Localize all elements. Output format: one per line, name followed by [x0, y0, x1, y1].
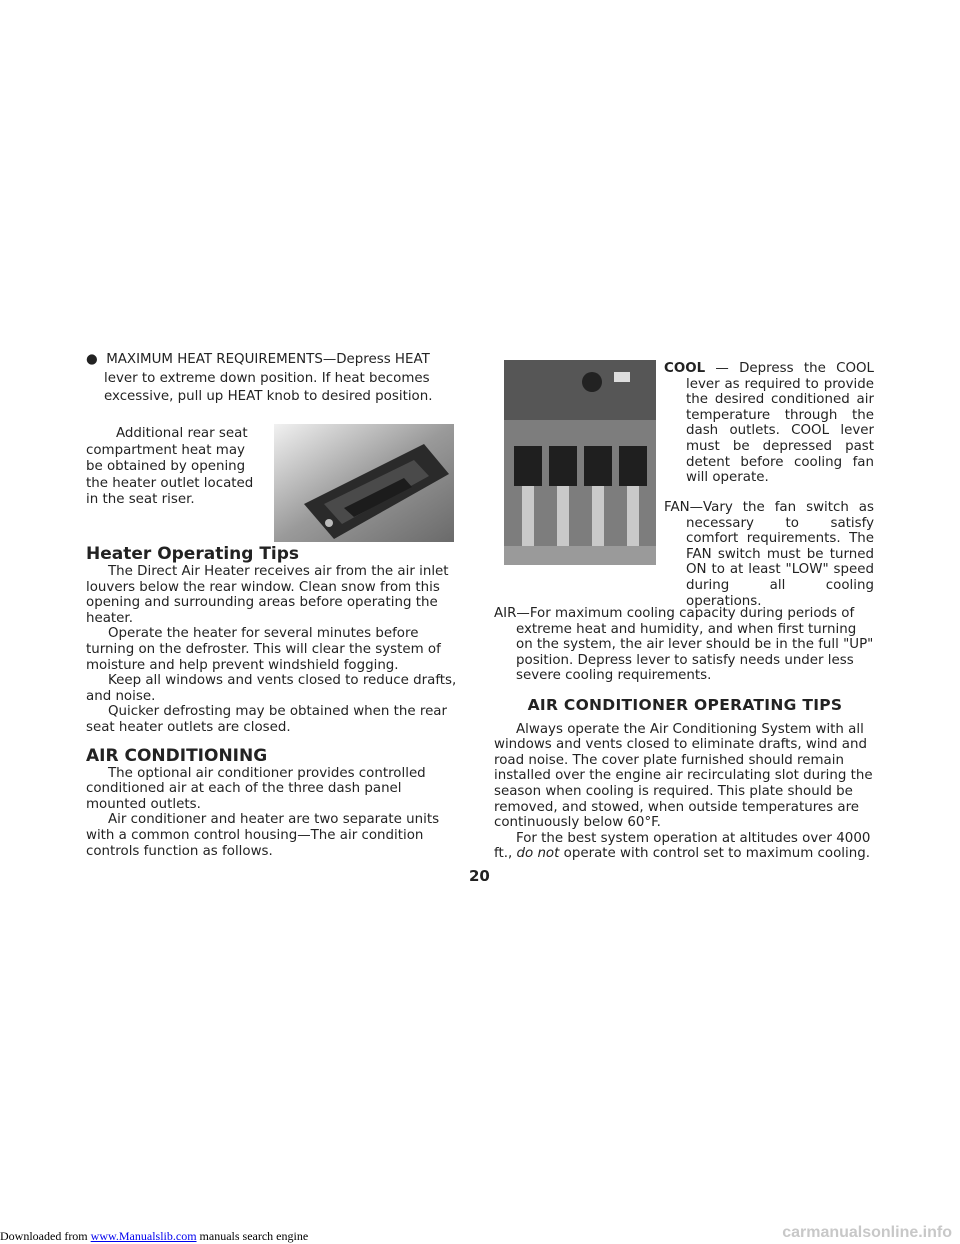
left-column [86, 351, 460, 407]
heater-tips-section [86, 544, 460, 859]
max-heat-paragraph: ● MAXIMUM HEAT REQUIREMENTS—Depress HEAT lever to extreme down position. If heat becomes excessive, pull up HEAT knob to desired position. [86, 352, 433, 404]
tips-paragraph-3: Keep all windows and vents closed to reduce drafts, and noise. [86, 673, 457, 704]
fan-description: FAN—Vary the fan switch as necessary to satisfy comfort requirements. The FAN switch must be turned ON to at least "LOW" speed during all cooling operations. [664, 500, 874, 609]
ac-tips-heading: AIR CONDITIONER OPERATING TIPS [527, 695, 843, 714]
heater-tips-heading: Heater Operating Tips [86, 544, 300, 564]
heater-outlet-image [274, 424, 454, 542]
ac-control-photo [504, 360, 656, 565]
tips-paragraph-2: Operate the heater for several minutes before turning on the defroster. This will clear the system of moisture and help prevent windshield fogging. [86, 626, 441, 673]
bullet-icon: ● [86, 352, 98, 367]
right-column-lower [494, 606, 876, 862]
manualslib-link[interactable]: www.Manualslib.com [90, 1229, 197, 1243]
cool-description: COOL — Depress the COOL lever as required to provide the desired conditioned air temperature through the dash outlets. COOL lever must be depressed past detent before cooling fan will operate. [664, 361, 874, 486]
ac-tips-paragraph-2: For the best system operation at altitudes over 4000 ft., do not operate with control set to maximum cooling. [494, 830, 871, 862]
tips-paragraph-1: The Direct Air Heater receives air from the air inlet louvers below the rear window. Clean snow from this opening and surrounding areas before operating the heater. [86, 564, 449, 626]
footer: Downloaded from www.Manualslib.com manuals search engine [0, 1229, 309, 1243]
rear-seat-text: Additional rear seat compartment heat may be obtained by opening the heater outlet located in the seat riser. [86, 426, 254, 507]
ac-tips-paragraph-1: Always operate the Air Conditioning System with all windows and vents closed to eliminate drafts, wind and road noise. The cover plate furnished should remain installed over the engine air recirculating slot during the season when cooling is required. This plate should be removed, and stowed, when outside temperatures are continuously below 60°F. [494, 721, 873, 831]
page-number: 20 [469, 867, 490, 885]
ac-heading: AIR CONDITIONING [86, 745, 268, 766]
ac-paragraph-2: Air conditioner and heater are two separate units with a common control housing—The air condition controls function as follows. [86, 812, 440, 859]
heater-outlet-photo [274, 424, 454, 542]
tips-paragraph-4: Quicker defrosting may be obtained when the rear seat heater outlets are closed. [86, 704, 448, 735]
ac-control-levers-image [504, 360, 656, 565]
watermark: carmanualsonline.info [782, 1224, 952, 1241]
air-description: AIR—For maximum cooling capacity during periods of extreme heat and humidity, and when first turning on the system, the air lever should be in the full "UP" position. Depress lever to satisfy needs under less severe cooling requirements. [494, 606, 874, 684]
ac-paragraph-1: The optional air conditioner provides controlled conditioned air at each of the three dash panel mounted outlets. [86, 765, 426, 812]
